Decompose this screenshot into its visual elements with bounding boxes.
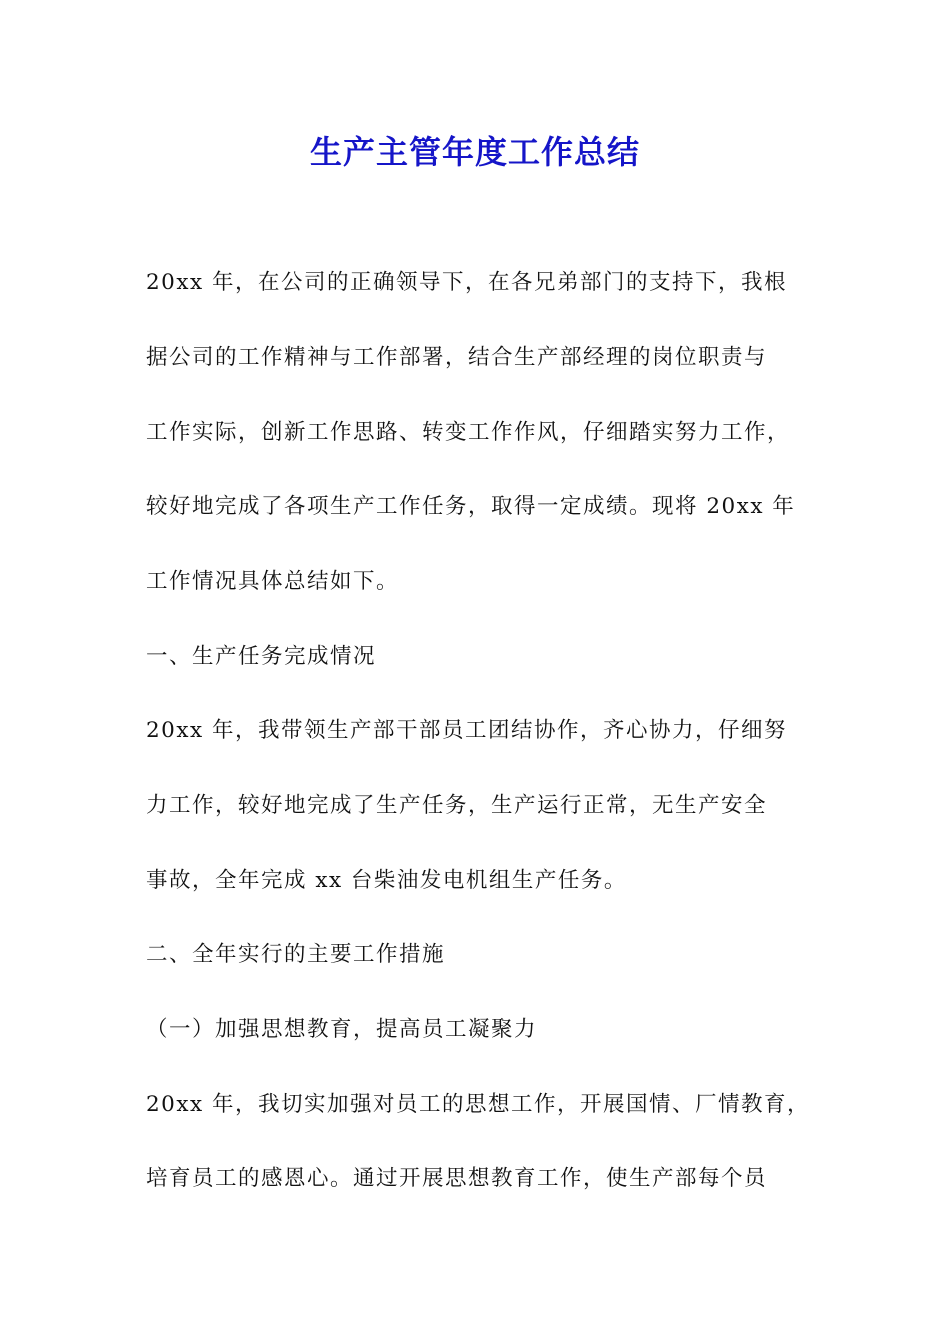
body-line-9: 事故，全年完成 xx 台柴油发电机组生产任务。: [146, 868, 627, 893]
document-title: 生产主管年度工作总结: [309, 133, 640, 171]
body-line-3: 工作实际，创新工作思路、转变工作作风，仔细踏实努力工作，: [146, 420, 791, 445]
section-heading-2: 二、全年实行的主要工作措施: [146, 942, 446, 967]
body-line-8: 力工作，较好地完成了生产任务，生产运行正常，无生产安全: [146, 793, 768, 818]
body-line-5: 工作情况具体总结如下。: [146, 569, 400, 594]
body-line-12: 20xx 年，我切实加强对员工的思想工作，开展国情、厂情教育，: [146, 1092, 810, 1117]
section-heading-1: 一、生产任务完成情况: [146, 644, 377, 669]
body-line-2: 据公司的工作精神与工作部署，结合生产部经理的岗位职责与: [146, 345, 768, 370]
body-line-7: 20xx 年，我带领生产部干部员工团结协作，齐心协力，仔细努: [146, 718, 787, 743]
body-line-13: 培育员工的感恩心。通过开展思想教育工作，使生产部每个员: [146, 1166, 768, 1191]
body-line-4: 较好地完成了各项生产工作任务，取得一定成绩。现将 20xx 年: [146, 494, 796, 519]
subsection-heading-1: （一）加强思想教育，提高员工凝聚力: [146, 1017, 538, 1042]
body-line-1: 20xx 年，在公司的正确领导下，在各兄弟部门的支持下，我根: [146, 270, 787, 295]
